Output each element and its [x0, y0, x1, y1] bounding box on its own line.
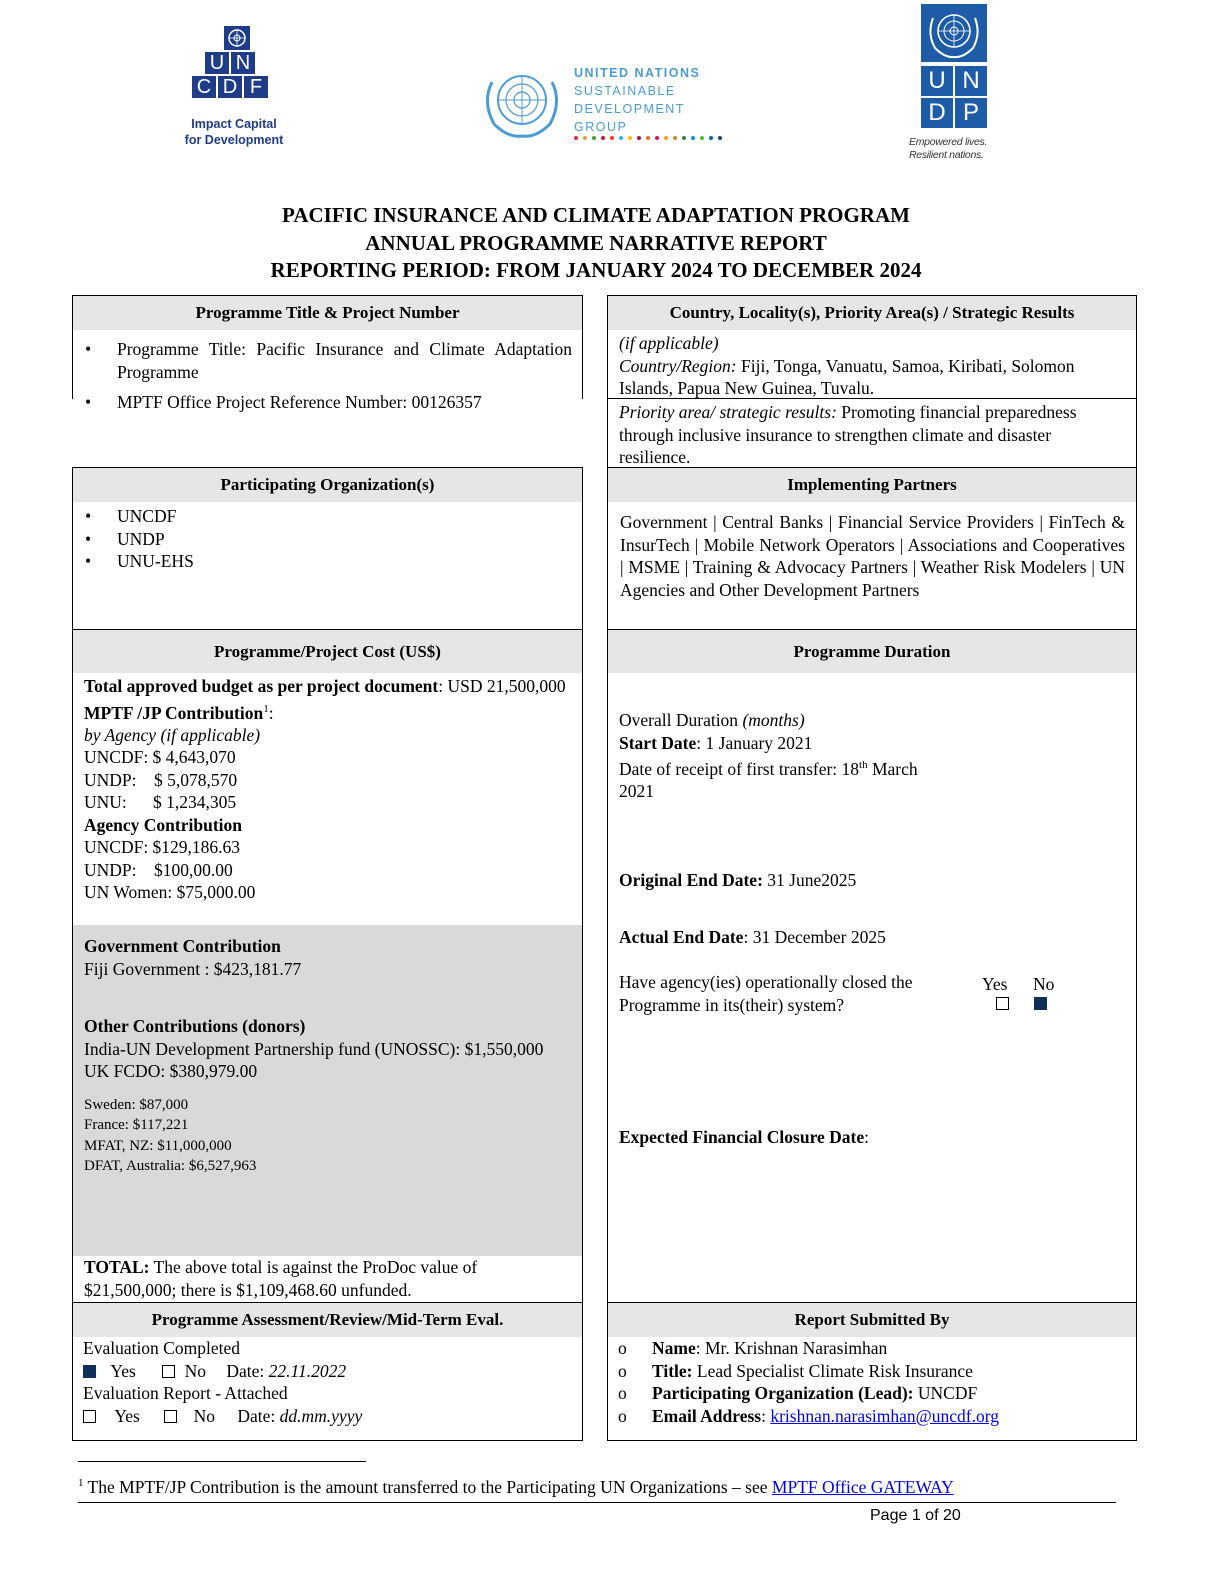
uncdf-logo — [178, 24, 290, 150]
eval-no-label: No — [184, 1360, 206, 1381]
uncdf-letter: F — [244, 76, 268, 98]
unsdg-logo — [478, 62, 718, 148]
participating-org-item: • UNU-EHS — [73, 550, 582, 573]
evaluation-report-label: Evaluation Report - Attached — [83, 1383, 288, 1403]
agency-row: UNDP: $100,00.00 — [84, 859, 233, 880]
original-end-date: Original End Date: 31 June2025 — [619, 870, 857, 890]
agency-contribution-label: Agency Contribution — [84, 814, 242, 835]
start-date: Start Date: 1 January 2021 — [619, 732, 813, 753]
mptf-row: UNDP: $ 5,078,570 — [84, 769, 238, 790]
footnote: $^1$ The MPTF/JP Contribution is the amount transferred to the Participating UN Organizations – see MPTF Office GATEWAY — [78, 1476, 954, 1497]
closed-yes-checkbox[interactable] — [996, 997, 1009, 1010]
footnote-divider — [78, 1461, 366, 1462]
report-date-label: Date: — [237, 1405, 280, 1426]
submitter-email: o Email Address: krishnan.narasimhan@uncdf.org — [608, 1405, 1136, 1428]
other-contribution-row: UK FCDO: $380,979.00 — [84, 1061, 258, 1081]
footer-rule — [78, 1502, 1116, 1503]
undp-letter: U — [921, 66, 953, 96]
section-header: Report Submitted By — [608, 1303, 1136, 1337]
report-yes-checkbox[interactable] — [83, 1410, 96, 1423]
government-contribution-value: Fiji Government : $423,181.77 — [84, 958, 302, 979]
undp-tagline: Empowered lives. Resilient nations. — [909, 136, 988, 161]
assessment-box — [72, 1302, 583, 1441]
uncdf-letter: D — [218, 76, 242, 98]
un-emblem-icon — [224, 26, 250, 50]
closed-no-label: No — [1033, 974, 1055, 994]
if-applicable-note: (if applicable) — [619, 333, 719, 353]
eval-yes-checkbox[interactable] — [83, 1365, 96, 1378]
undp-letter: D — [921, 98, 953, 128]
eval-no-checkbox[interactable] — [162, 1365, 175, 1378]
evaluation-completed-row — [83, 1360, 572, 1383]
section-header: Programme/Project Cost (US$) — [73, 630, 582, 673]
total-budget: Total approved budget as per project document: USD 21,500,000 — [84, 676, 566, 696]
participating-box — [72, 467, 583, 630]
other-contributions-panel — [73, 925, 582, 1256]
un-emblem-icon — [478, 62, 566, 142]
participating-org-item: • UNDP — [73, 528, 582, 551]
country-box — [607, 295, 1137, 468]
actual-end-date: Actual End Date: 31 December 2025 — [619, 927, 886, 947]
submitter-title: o Title: Lead Specialist Climate Risk Insurance — [608, 1360, 1136, 1383]
priority-area: Priority area/ strategic results: Promoting financial preparedness through inclusive insurance to strengthen climate and disaster resilience. — [619, 402, 1077, 467]
first-transfer-date: Date of receipt of first transfer: 18th March — [619, 758, 918, 779]
report-yes-label: Yes — [114, 1405, 140, 1426]
cost-box — [72, 629, 583, 1303]
title-line: PACIFIC INSURANCE AND CLIMATE ADAPTATION PROGRAM — [282, 203, 910, 227]
undp-letter: P — [955, 98, 987, 128]
donor-row: DFAT, Australia: $6,527,963 — [84, 1158, 257, 1174]
section-header: Participating Organization(s) — [73, 468, 582, 502]
uncdf-letter: U — [205, 52, 229, 74]
programme-title-box — [72, 295, 583, 412]
evaluation-report-row — [83, 1405, 572, 1428]
section-header: Programme Title & Project Number — [73, 296, 582, 330]
grand-total: TOTAL: The above total is against the ProDoc value of $21,500,000; there is $1,109,468.60 unfunded. — [84, 1257, 478, 1300]
donor-row: MFAT, NZ: $11,000,000 — [84, 1137, 232, 1154]
eval-date-label: Date: — [226, 1360, 269, 1381]
agency-row: UNCDF: $129,186.63 — [84, 837, 241, 858]
uncdf-tagline: Impact Capital for Development — [184, 117, 284, 147]
email-link[interactable]: krishnan.narasimhan@uncdf.org — [770, 1405, 999, 1426]
mptf-contribution-label: MPTF /JP Contribution$^1$: — [84, 702, 274, 723]
eval-yes-label: Yes — [110, 1360, 136, 1381]
programme-title-item: • Programme Title: Pacific Insurance and Climate Adaptation Programme — [73, 338, 572, 383]
page-number: Page 1 of 20 — [870, 1507, 961, 1524]
agency-row: UN Women: $75,000.00 — [84, 882, 256, 903]
submitted-box — [607, 1302, 1137, 1441]
implementing-box — [607, 467, 1137, 630]
report-no-checkbox[interactable] — [164, 1410, 177, 1423]
uncdf-letter: C — [192, 76, 216, 98]
other-contributions-label: Other Contributions (donors) — [84, 1016, 306, 1036]
donor-row: France: $117,221 — [84, 1117, 189, 1133]
by-agency-note: by Agency (if applicable) — [84, 724, 261, 745]
section-header: Programme Assessment/Review/Mid-Term Eval. — [73, 1303, 582, 1337]
duration-box — [607, 629, 1137, 1303]
eval-date-value: 22.11.2022 — [268, 1360, 347, 1381]
submitter-name: o Name: Mr. Krishnan Narasimhan — [608, 1337, 1136, 1360]
donor-row: Sweden: $87,000 — [84, 1096, 189, 1113]
country-region: Country/Region: Fiji, Tonga, Vanuatu, Samoa, Kiribati, Solomon Islands, Papua New Guinea, Tuvalu. — [619, 355, 1075, 398]
report-no-label: No — [193, 1405, 215, 1426]
title-line: REPORTING PERIOD: FROM JANUARY 2024 TO DECEMBER 2024 — [270, 258, 922, 282]
first-transfer-year: 2021 — [619, 781, 654, 802]
report-title — [0, 202, 1192, 285]
closed-yes-label: Yes — [982, 974, 1008, 994]
participating-org-item: • UNCDF — [73, 505, 582, 528]
unsdg-wordmark: UNITED NATIONS SUSTAINABLE DEVELOPMENT GROUP — [574, 66, 701, 134]
undp-letter: N — [955, 66, 987, 96]
overall-duration: Overall Duration (months) — [619, 710, 805, 730]
evaluation-completed-label: Evaluation Completed — [83, 1338, 240, 1358]
mptf-row: UNCDF: $ 4,643,070 — [84, 747, 236, 768]
undp-logo — [905, 4, 1005, 164]
mptf-gateway-link[interactable]: MPTF Office GATEWAY — [771, 1476, 954, 1497]
closed-no-checkbox[interactable] — [1034, 997, 1047, 1010]
mptf-row: UNU: $ 1,234,305 — [84, 792, 237, 813]
government-contribution-label: Government Contribution — [84, 936, 281, 956]
section-header: Implementing Partners — [608, 468, 1136, 502]
other-contribution-row: India-UN Development Partnership fund (UNOSSC): $1,550,000 — [84, 1038, 544, 1059]
title-line: ANNUAL PROGRAMME NARRATIVE REPORT — [365, 230, 827, 255]
submitter-organization: o Participating Organization (Lead): UNCDF — [608, 1382, 1136, 1405]
section-header: Programme Duration — [608, 630, 1136, 673]
expected-closure-date: Expected Financial Closure Date: — [619, 1127, 870, 1147]
sdg-color-dots — [574, 136, 722, 140]
section-header: Country, Locality(s), Priority Area(s) / Strategic Results — [608, 296, 1136, 330]
project-reference-item: • MPTF Office Project Reference Number: 00126357 — [73, 391, 572, 414]
un-emblem-icon — [921, 4, 987, 62]
uncdf-letter: N — [231, 52, 255, 74]
implementing-partners-list: Government | Central Banks | Financial Service Providers | FinTech & InsurTech | Mobile Network Operators | Associations and Cooperatives | MSME | Training & Advocacy Partners | Weather Risk Modelers | UN Agencies and Other Development Partners — [620, 512, 1125, 600]
report-date-placeholder: dd.mm.yyyy — [279, 1405, 363, 1426]
closed-question: Have agency(ies) operationally closed the Programme in its(their) system? — [619, 972, 913, 1015]
